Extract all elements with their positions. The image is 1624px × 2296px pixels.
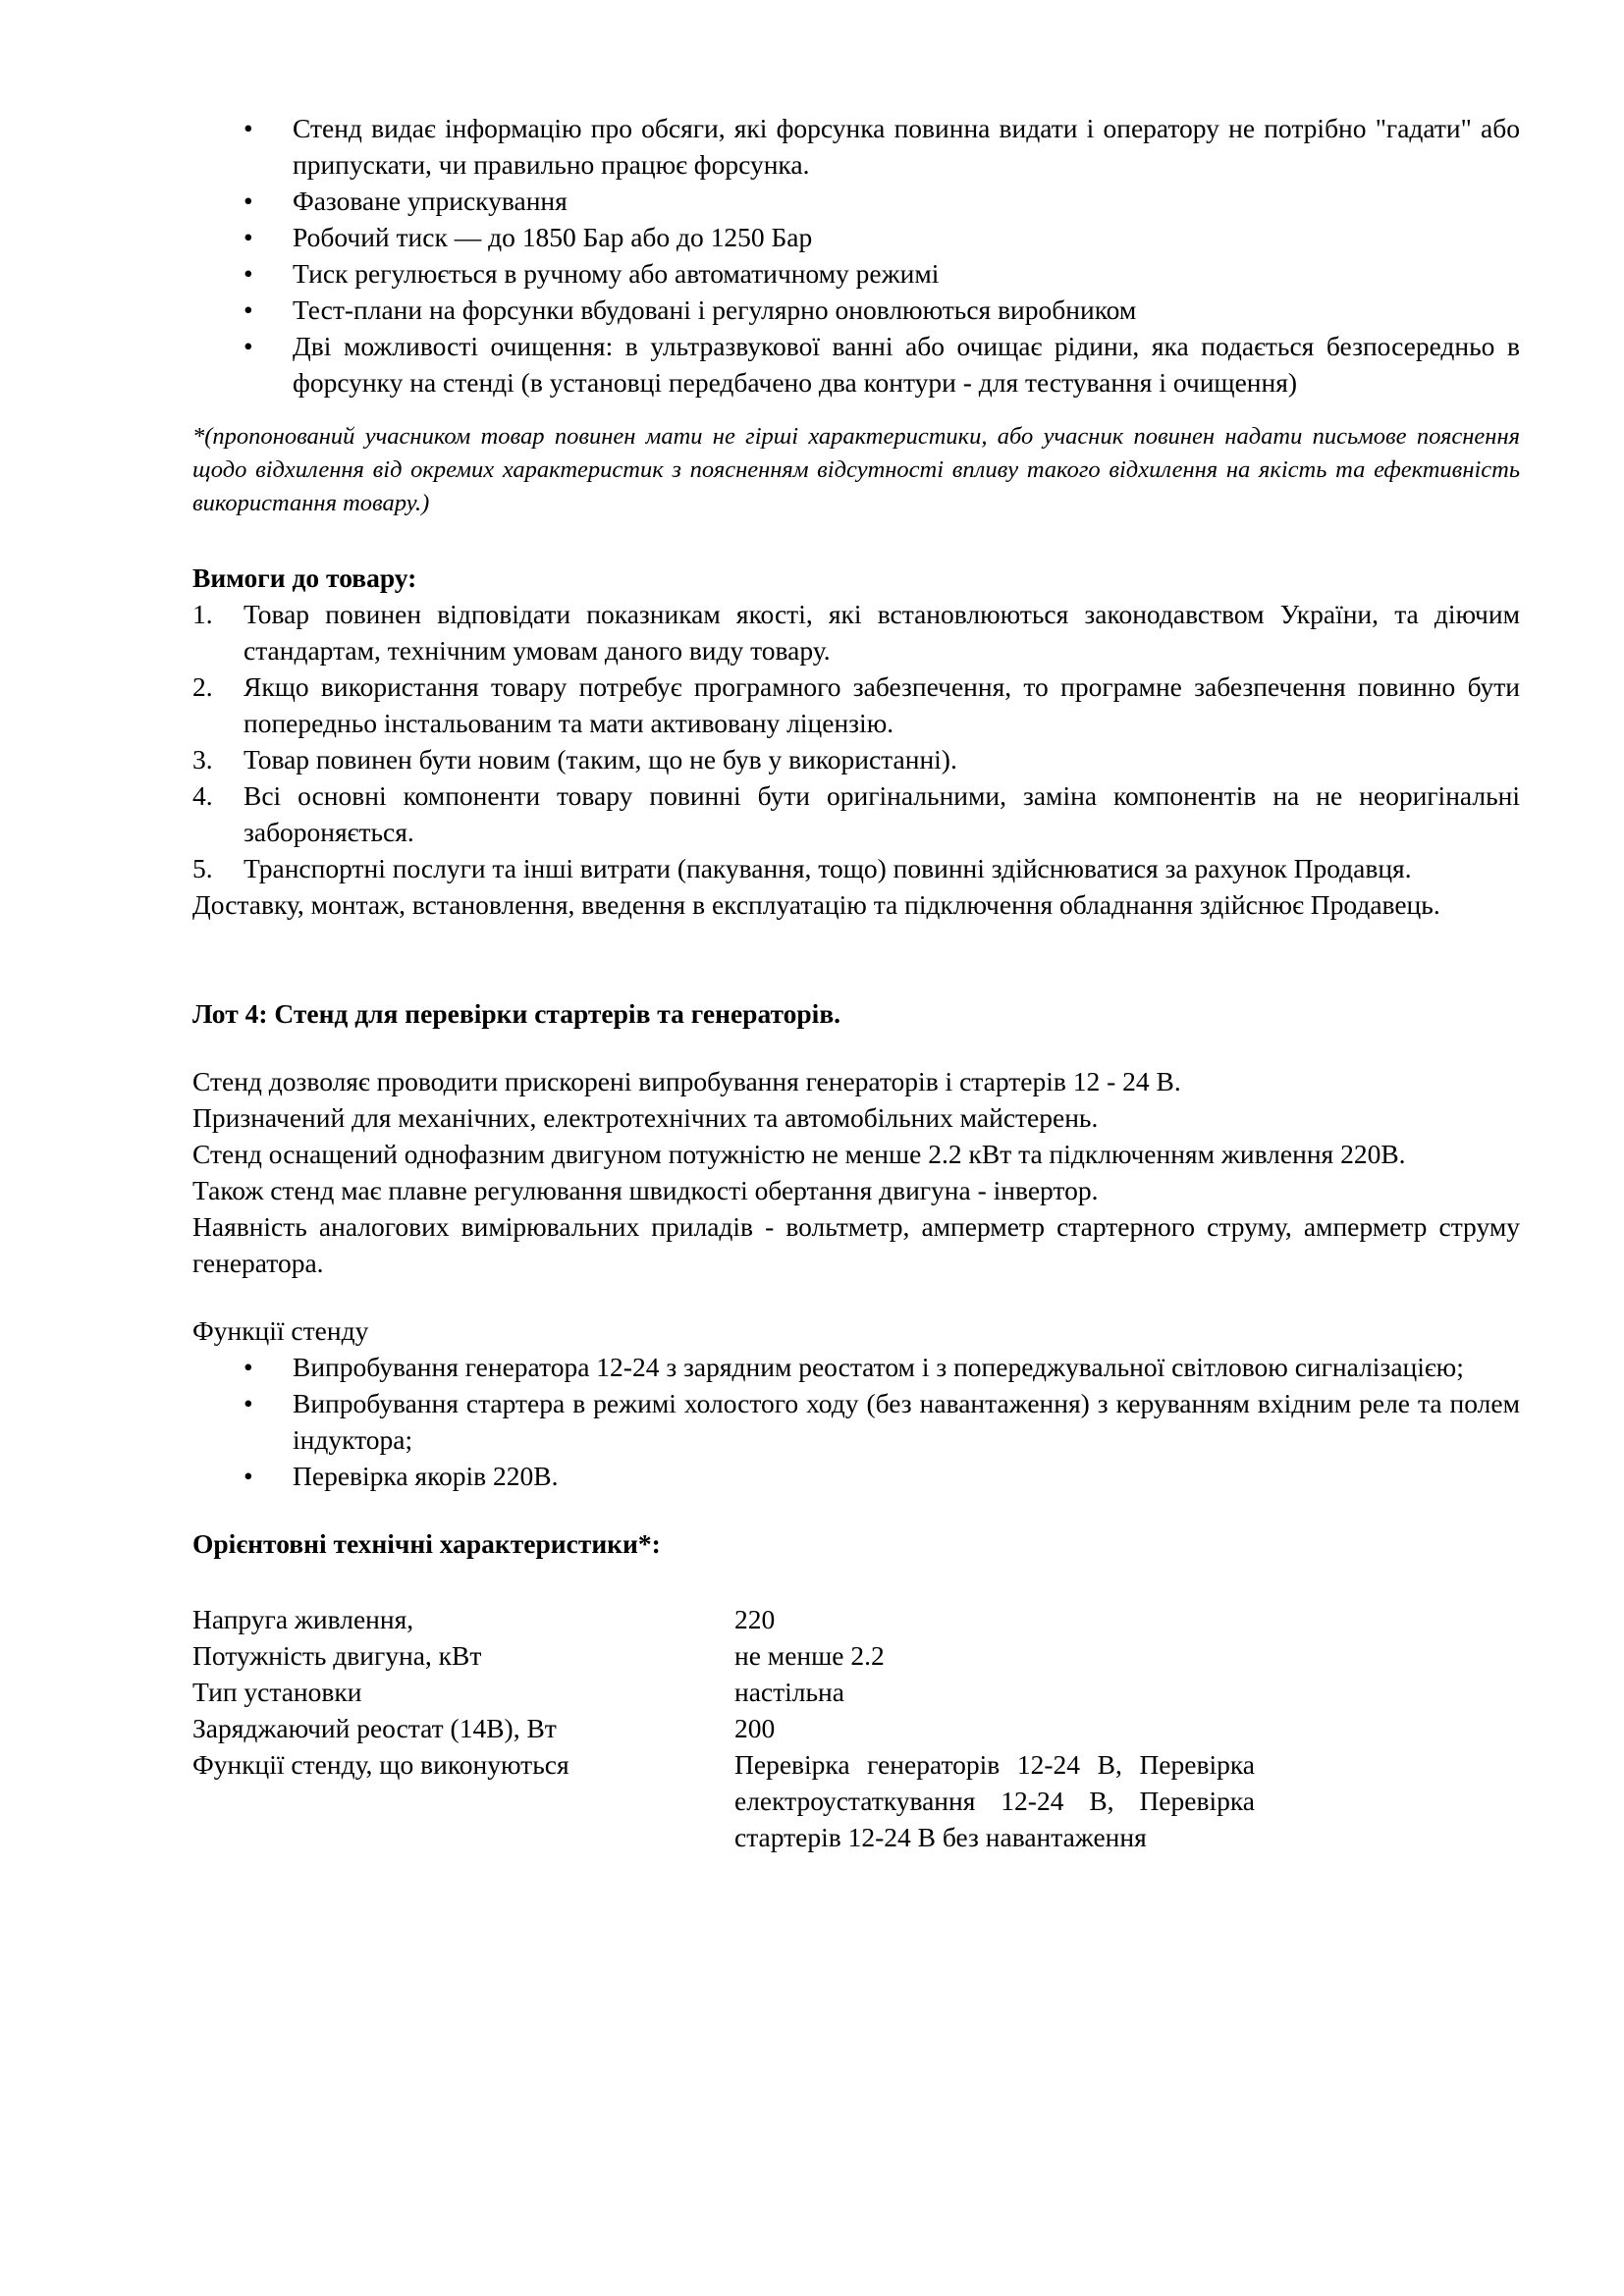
delivery-paragraph: Доставку, монтаж, встановлення, введення в експлуатацію та підключення обладнання здійснює Продавець. <box>192 889 1440 920</box>
bullet-icon: • <box>244 258 253 289</box>
description-paragraph: Стенд оснащений однофазним двигуном потужністю не менше 2.2 кВт та підключенням живлення 220В. <box>192 1139 1406 1169</box>
spec-value: настільна <box>734 1677 844 1707</box>
bullet-icon: • <box>244 113 253 143</box>
lot-description <box>192 1063 1520 1281</box>
description-paragraph: Призначений для механічних, електротехнічних та автомобільних майстерень. <box>192 1102 1099 1133</box>
spec-label: Функції стенду, що виконуються <box>192 1749 569 1780</box>
spec-value: 200 <box>734 1713 776 1743</box>
list-item: • Робочий тиск — до 1850 Бар або до 1250 Бар <box>192 219 1520 255</box>
list-item: • Фазоване уприскування <box>192 183 1520 219</box>
list-item: 5. Транспортні послуги та інші витрати (пакування, тощо) повинні здійснюватися за рахунок Продавця. <box>192 853 1412 883</box>
list-item: 3. Товар повинен бути новим (таким, що не був у використанні). <box>192 744 957 774</box>
requirements-heading: Вимоги до товару: <box>192 562 417 593</box>
bullet-icon: • <box>244 222 253 252</box>
spec-label: Заряджаючий реостат (14В), Вт <box>192 1713 557 1743</box>
list-item: 1. Товар повинен відповідати показникам якості, які встановлюються законодавством України, та діючим стандартам, технічним умовам даного виду товару. <box>192 599 1520 666</box>
spec-value: не менше 2.2 <box>734 1640 885 1671</box>
footnote-disclaimer: *(пропонований учасником товар повинен мати не гірші характеристики, або учасник повинен надати письмове пояснення щодо відхилення від окремих характеристик з поясненням відсутності впливу такого відхилення на якість та ефективність використання товару.) <box>192 423 1520 516</box>
specs-heading: Орієнтовні технічні характеристики*: <box>192 1528 661 1559</box>
spec-value: Перевірка генераторів 12-24 В, Перевірка електроустаткування 12-24 В, Перевірка стартерів 12-24 В без навантаження <box>734 1749 1255 1852</box>
requirements-list <box>192 596 1520 886</box>
list-item: 4. Всі основні компоненти товару повинні бути оригінальними, заміна компонентів на не неоригінальні забороняється. <box>192 780 1520 847</box>
list-item: 2. Якщо використання товару потребує програмного забезпечення, то програмне забезпечення повинно бути попередньо інстальованим та мати активовану ліцензію. <box>192 671 1520 738</box>
list-item: • Стенд видає інформацію про обсяги, які форсунка повинна видати і оператору не потрібно "гадати" або припускати, чи правильно працює форсунка. <box>192 110 1520 183</box>
specs-table <box>192 1601 1520 1855</box>
functions-list <box>192 1349 1520 1494</box>
spec-label: Напруга живлення, <box>192 1604 414 1634</box>
bullet-icon: • <box>244 1461 253 1491</box>
description-paragraph: Наявність аналогових вимірювальних приладів - вольтметр, амперметр стартерного струму, амперметр струму генератора. <box>192 1211 1520 1278</box>
list-item: • Випробування стартера в режимі холостого ходу (без навантаження) з керуванням вхідним реле та полем індуктора; <box>192 1385 1520 1458</box>
spec-label: Потужність двигуна, кВт <box>192 1640 482 1671</box>
bullet-icon: • <box>244 186 253 216</box>
lot-title: Лот 4: Стенд для перевірки стартерів та генераторів. <box>192 998 841 1029</box>
list-item: • Перевірка якорів 220В. <box>192 1458 1520 1494</box>
intro-bullet-list <box>192 110 1520 400</box>
spec-label: Тип установки <box>192 1677 362 1707</box>
list-item: • Тест-плани на форсунки вбудовані і регулярно оновлюються виробником <box>192 292 1520 328</box>
document-page <box>192 110 1520 1855</box>
description-paragraph: Також стенд має плавне регулювання швидкості обертання двигуна - інвертор. <box>192 1175 1099 1205</box>
bullet-icon: • <box>244 1352 253 1382</box>
functions-heading: Функції стенду <box>192 1315 369 1346</box>
spec-value: 220 <box>734 1604 776 1634</box>
bullet-icon: • <box>244 1388 253 1418</box>
description-paragraph: Стенд дозволяє проводити прискорені випробування генераторів і стартерів 12 - 24 В. <box>192 1066 1181 1096</box>
bullet-icon: • <box>244 331 253 361</box>
list-item: • Дві можливості очищення: в ультразвукової ванні або очищає рідини, яка подається безпосередньо в форсунку на стенді (в установці передбачено два контури - для тестування і очищення) <box>192 328 1520 400</box>
bullet-icon: • <box>244 294 253 325</box>
list-item: • Тиск регулюється в ручному або автоматичному режимі <box>192 255 1520 292</box>
list-item: • Випробування генератора 12-24 з зарядним реостатом і з попереджувальної світловою сигналізацією; <box>192 1349 1520 1385</box>
